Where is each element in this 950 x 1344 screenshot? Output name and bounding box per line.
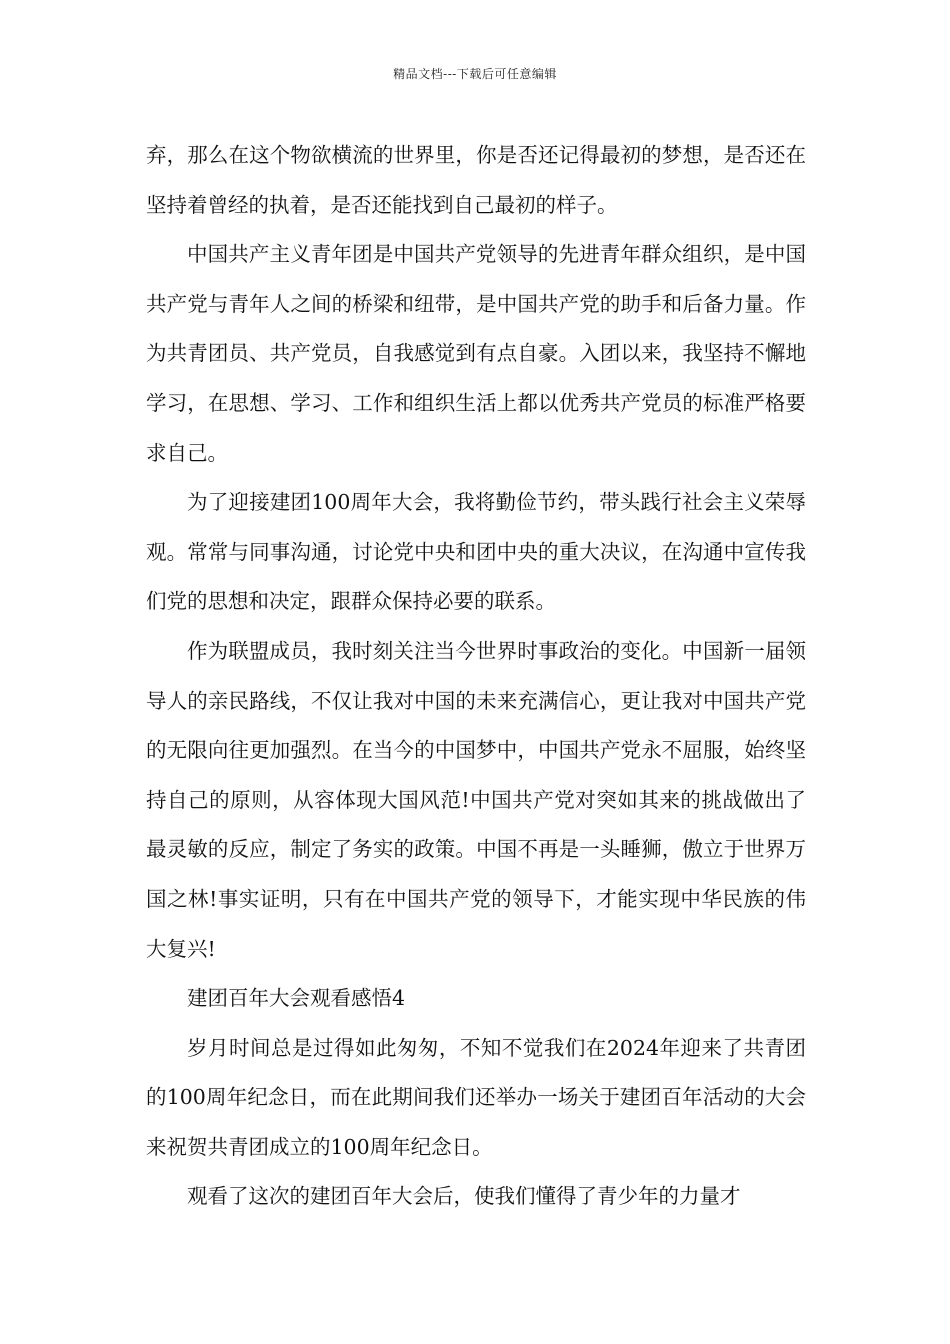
paragraph-1: 弃，那么在这个物欲横流的世界里，你是否还记得最初的梦想，是否还在坚持着曾经的执着，是否还能找到自己最初的样子。	[146, 143, 806, 217]
paragraph-3: 为了迎接建团100周年大会，我将勤俭节约，带头践行社会主义荣辱观。常常与同事沟通，讨论党中央和团中央的重大决议，在沟通中宣传我们党的思想和决定，跟群众保持必要的联系。	[146, 490, 806, 614]
paragraph-6: 观看了这次的建团百年大会后，使我们懂得了青少年的力量才	[187, 1184, 741, 1209]
paragraph-5: 岁月时间总是过得如此匆匆，不知不觉我们在2024年迎来了共青团的100周年纪念日，而在此期间我们还举办一场关于建团百年活动的大会来祝贺共青团成立的100周年纪念日。	[146, 1035, 806, 1159]
page-header: 精品文档---下载后可任意编辑	[393, 67, 557, 81]
paragraph-2: 中国共产主义青年团是中国共产党领导的先进青年群众组织，是中国共产党与青年人之间的桥梁和纽带，是中国共产党的助手和后备力量。作为共青团员、共产党员，自我感觉到有点自豪。入团以来，我坚持不懈地学习，在思想、学习、工作和组织生活上都以优秀共产党员的标准严格要求自己。	[146, 242, 806, 465]
paragraph-4: 作为联盟成员，我时刻关注当今世界时事政治的变化。中国新一届领导人的亲民路线，不仅让我对中国的未来充满信心，更让我对中国共产党的无限向往更加强烈。在当今的中国梦中，中国共产党永不屈服，始终坚持自己的原则，从容体现大国风范!中国共产党对突如其来的挑战做出了最灵敏的反应，制定了务实的政策。中国不再是一头睡狮，傲立于世界万国之林!事实证明，只有在中国共产党的领导下，才能实现中华民族的伟大复兴!	[146, 638, 806, 961]
section-heading: 建团百年大会观看感悟4	[187, 986, 406, 1011]
document-body	[146, 131, 806, 1222]
